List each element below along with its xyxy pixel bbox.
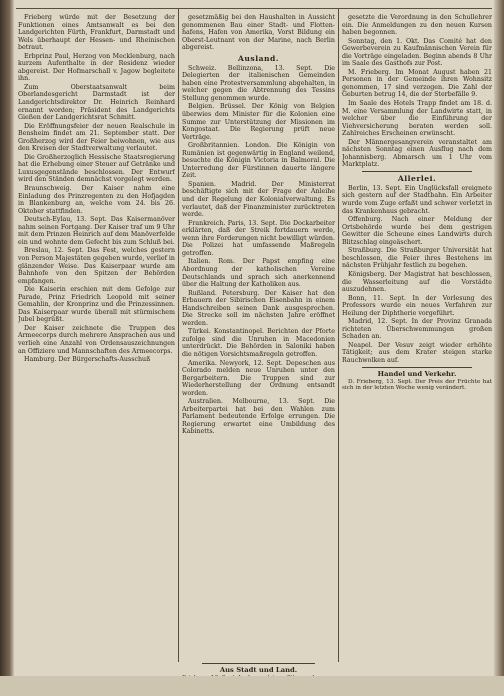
article-paragraph: Schweiz. Bellinzona, 13. Sept. Die Delegierten der italienischen Gemeinden haben eine Protestversammlung abgehalten, in welcher gegen die Abtrennung des Tessins Stellung genommen wurde. xyxy=(182,64,335,102)
section-heading-stadt-und-land: Aus Stadt und Land. xyxy=(219,666,298,674)
column-1 xyxy=(18,14,175,662)
article-paragraph: Berlin, 13. Sept. Ein Unglücksfall ereignete sich gestern auf der Stadtbahn. Ein Arbeiter wurde vom Zuge erfaßt und schwer verletzt in das Krankenhaus gebracht. xyxy=(342,184,492,215)
article-paragraph: gesetzmäßig bei den Haushalten in Aussicht genommenen Bau einer Stadt- und Flottenhafens, Hafen von Amerika, Vorst Bildung ein Oberst-Leutnant von der Marine, nach Berlin abgereist. xyxy=(182,14,335,52)
article-paragraph: Sonntag, den 1. Okt. Das Comité hat den Gewerbeverein zu Kaufmännischen Verein für die Vorträge eingeladen. Beginn abends 8 Uhr im Saale des Gasthofs zur Post. xyxy=(342,37,492,68)
article-paragraph: Erbprinz Paul, Herzog von Mecklenburg, nach kurzem Aufenthalte in der Residenz wieder abgereist. Der Hofmarschall v. Jagow begleitete ihn. xyxy=(18,52,175,83)
article-paragraph: Italien. Rom. Der Papst empfing eine Abordnung der katholischen Vereine Deutschlands und sprach sich anerkennend über die Haltung der Katholiken aus. xyxy=(182,258,335,289)
section-heading-handel: Handel und Verkehr. xyxy=(377,369,457,378)
article-paragraph: M. Frieberg. Im Monat August haben 21 Personen in der Gemeinde ihren Wohnsitz genommen, 17 sind verzogen. Die Zahl der Geburten betrug 14, die der Sterbefälle 9. xyxy=(342,68,492,99)
article-paragraph: Straßburg. Die Straßburger Universität hat beschlossen, die Feier ihres Bestehens im nächsten Frühjahr festlich zu begehen. xyxy=(342,247,492,270)
section-divider xyxy=(202,663,315,664)
book-spine xyxy=(0,0,14,696)
article-paragraph: Der Kaiser zeichnete die Truppen des Armeecorps durch mehrere Ansprachen aus und verlieh eine Anzahl von Ordensauszeichnungen an Offiziere und Mannschaften des Armeecorps. xyxy=(18,324,175,355)
page-edge xyxy=(494,0,504,696)
article-paragraph: D. Frieberg, 13. Sept. Der Preis der Früchte hat sich in der letzten Woche wenig verändert. xyxy=(342,378,492,392)
article-paragraph: Offenburg. Nach einer Meldung der Ortsbehörde wurde bei dem gestrigen Gewitter die Scheune eines Landwirts durch Blitzschlag eingeäschert. xyxy=(342,216,492,246)
section-divider xyxy=(362,367,472,368)
article-paragraph: Königsberg. Der Magistrat hat beschlossen, die Wasserleitung auf die Vorstädte auszudehnen. xyxy=(342,270,492,294)
section-heading-allerlei: Allerlei. xyxy=(397,173,437,183)
top-rule xyxy=(16,8,492,9)
article-paragraph: Die Großherzoglich Hessische Staatsregierung hat die Erhebung einer Steuer auf Getränke und Luxusgegenstände beschlossen. Der Entwurf wird den Ständen demnächst vorgelegt werden. xyxy=(18,153,175,184)
article-paragraph: Zum Oberstaatsanwalt beim Oberlandesgericht Darmstadt ist der Landgerichtsdirektor Dr. Heinrich Reinhard ernannt worden; Präsident des Landgerichts Gießen der Landgerichtsrat Schmitt. xyxy=(18,83,175,122)
article-paragraph: gesetzte die Verordnung in den Schullehrer ein. Die Anmeldungen zu den neuen Kursen haben begonnen. xyxy=(342,14,492,37)
article-paragraph: Rußland. Petersburg. Der Kaiser hat den Erbauern der Sibirischen Eisenbahn in einem Handschreiben seinen Dank ausgesprochen. Die Strecke soll im nächsten Jahre eröffnet werden. xyxy=(182,289,335,327)
article-paragraph: Australien. Melbourne, 13. Sept. Die Arbeiterpartei hat bei den Wahlen zum Parlament bedeutende Erfolge errungen. Die Regierung erwartet eine Umbildung des Kabinetts. xyxy=(182,398,335,436)
article-paragraph: Hamburg. Der Bürgerschafts-Ausschuß xyxy=(24,356,151,364)
article-paragraph: Deutsch-Eylau, 13. Sept. Das Kaisermanöver nahm seinen Fortgang. Der Kaiser traf um 9 Uhr mit dem Prinzen Heinrich auf dem Manöverfelde ein und wohnte dem Gefecht bis zum Schluß bei. xyxy=(18,216,175,246)
column-rule xyxy=(338,8,339,662)
article-paragraph: Großbritannien. London. Die Königin von Rumänien ist gegenwärtig in England weilend, besuchte die Königin Victoria in Balmoral. Die Unterredung der Fürstinnen dauerte längere Zeit. xyxy=(182,142,335,180)
article-paragraph: Frieberg würde mit der Besetzung der Funktionen eines Amtsanwalt es bei den Landgerichten Fürth, Frankfurt, Darmstadt und Wels überhaupt der Hessen- und Rheinischen betraut. xyxy=(18,14,175,52)
article-paragraph: Frankreich. Paris, 13. Sept. Die Dockarbeiter erklärten, daß der Streik fortdauern werde, wenn ihre Forderungen nicht bewilligt würden. Die Polizei hat umfassende Maßregeln getroffen. xyxy=(182,219,335,257)
article-paragraph: Breslau, 12. Sept. Das Fest, welches gestern von Person Majestäten gegeben wurde, verlief in glänzender Weise. Das Kaiserpaar wurde am Bahnhofe von den Spitzen der Behörden empfangen. xyxy=(18,247,175,285)
article-paragraph: Der Männergesangverein veranstaltet am nächsten Sonntag einen Ausflug nach dem Johannisberg. Abmarsch um 1 Uhr vom Marktplatz. xyxy=(342,138,492,169)
article-paragraph: Türkei. Konstantinopel. Berichten der Pforte zufolge sind die Unruhen in Macedonien unterdrückt. Die Behörden in Saloniki haben die nötigen Vorsichtsmaßregeln getroffen. xyxy=(182,328,335,358)
article-paragraph: Spanien. Madrid. Der Ministerrat beschäftigte sich mit der Frage der Anleihe und der Regelung der Kolonialverwaltung. Es verlautet, daß der Finanzminister zurücktreten werde. xyxy=(182,180,335,219)
section-heading-ausland: Ausland. xyxy=(238,53,279,63)
column-3 xyxy=(342,14,492,662)
article-paragraph: Bonn, 11. Sept. In der Vorlesung des Professors wurde ein neues Verfahren zur Heilung der Diphtherie vorgeführt. xyxy=(342,294,492,317)
page-bottom-margin xyxy=(0,676,504,696)
article-paragraph: Braunschweig. Der Kaiser nahm eine Einladung des Prinzregenten zu den Hofjagden in Blankenburg an, welche vom 24. bis 26. Oktober stattfinden. xyxy=(18,185,175,215)
article-paragraph: Madrid, 12. Sept. In der Provinz Granada richteten Überschwemmungen großen Schaden an. xyxy=(342,318,492,341)
article-paragraph: Neapel. Der Vesuv zeigt wieder erhöhte Tätigkeit; aus dem Krater steigen starke Rauchwolken auf. xyxy=(342,341,492,364)
article-paragraph: Die Kaiserin erschien mit dem Gefolge zur Parade, Prinz Friedrich Leopold mit seiner Gemahlin, der Kronprinz und die Prinzessinnen. Das Kaiserpaar wurde überall mit stürmischem Jubel begrüßt. xyxy=(18,286,175,324)
column-2 xyxy=(182,14,335,662)
article-paragraph: Amerika. Newyork, 12. Sept. Depeschen aus Colorado melden neue Unruhen unter den Bergarbeitern. Die Truppen sind zur Wiederherstellung der Ordnung entsandt worden. xyxy=(182,359,335,397)
section-divider xyxy=(362,171,472,172)
article-paragraph: Belgien. Brüssel. Der König von Belgien überwies dem Minister für die Kolonien eine Summe zur Unterstützung der Missionen im Kongostaat. Die Regierung prüft neue Verträge. xyxy=(182,103,335,141)
article-paragraph: Die Eröffnungsfeier der neuen Realschule in Bensheim findet am 21. September statt. Der Großherzog wird der Feier beiwohnen, wie aus den Kreisen der Stadtverwaltung verlautet. xyxy=(18,122,175,153)
column-rule xyxy=(178,8,179,662)
article-paragraph: Im Saale des Hotels Trapp findet am 18. d. M. eine Versammlung der Landwirte statt, in welcher über die Einführung der Viehversicherung beraten werden soll. Zahlreiches Erscheinen erwünscht. xyxy=(342,100,492,138)
